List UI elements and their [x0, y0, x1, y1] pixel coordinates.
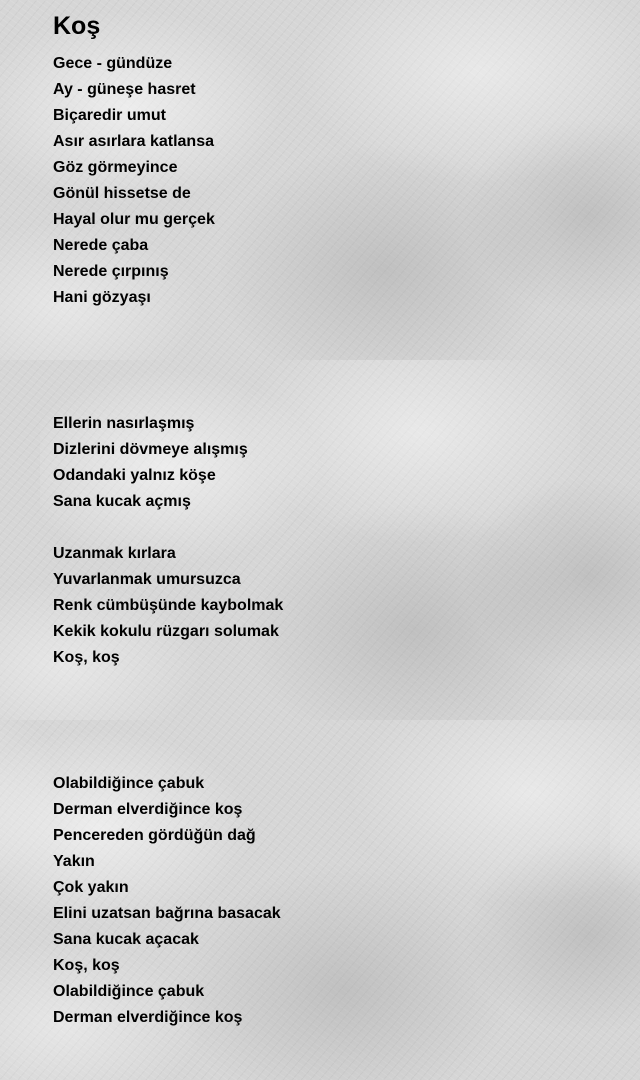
- poem-line: Sana kucak açacak: [53, 931, 199, 948]
- poem-line: Elini uzatsan bağrına basacak: [53, 905, 281, 922]
- stanza-3: [53, 541, 283, 671]
- poem-line: Nerede çırpınış: [53, 263, 169, 280]
- stanza-2: [53, 411, 248, 515]
- poem-line: Hani gözyaşı: [53, 289, 151, 306]
- poem-line: Hayal olur mu gerçek: [53, 211, 215, 228]
- poem-line: Derman elverdiğince koş: [53, 801, 243, 818]
- poem-line: Olabildiğince çabuk: [53, 775, 205, 792]
- poem-line: Yuvarlanmak umursuzca: [53, 571, 241, 588]
- poem-line: Gönül hissetse de: [53, 185, 191, 202]
- poem-line: Renk cümbüşünde kaybolmak: [53, 597, 284, 614]
- poem-line: Ellerin nasırlaşmış: [53, 415, 195, 432]
- poem-line: Nerede çaba: [53, 237, 149, 254]
- poem-line: Olabildiğince çabuk: [53, 983, 205, 1000]
- poem-line: Kekik kokulu rüzgarı solumak: [53, 623, 279, 640]
- poem-line: Uzanmak kırlara: [53, 545, 176, 562]
- poem-line: Biçaredir umut: [53, 107, 166, 124]
- poem-line: Pencereden gördüğün dağ: [53, 827, 256, 844]
- poem-line: Göz görmeyince: [53, 159, 178, 176]
- poem-title: Koş: [53, 12, 101, 40]
- poem-line: Çok yakın: [53, 879, 129, 896]
- poem-line: Yakın: [53, 853, 95, 870]
- poem-line: Odandaki yalnız köşe: [53, 467, 216, 484]
- poem-line: Ay - güneşe hasret: [53, 81, 196, 98]
- poem-line: Koş, koş: [53, 649, 120, 666]
- poem-line: Dizlerini dövmeye alışmış: [53, 441, 248, 458]
- poem-line: Sana kucak açmış: [53, 493, 191, 510]
- poem-line: Gece - gündüze: [53, 55, 173, 72]
- stanza-4: [53, 771, 281, 1031]
- poem-line: Derman elverdiğince koş: [53, 1009, 243, 1026]
- poem-line: Koş, koş: [53, 957, 120, 974]
- stanza-1: [53, 51, 215, 311]
- poem-line: Asır asırlara katlansa: [53, 133, 214, 150]
